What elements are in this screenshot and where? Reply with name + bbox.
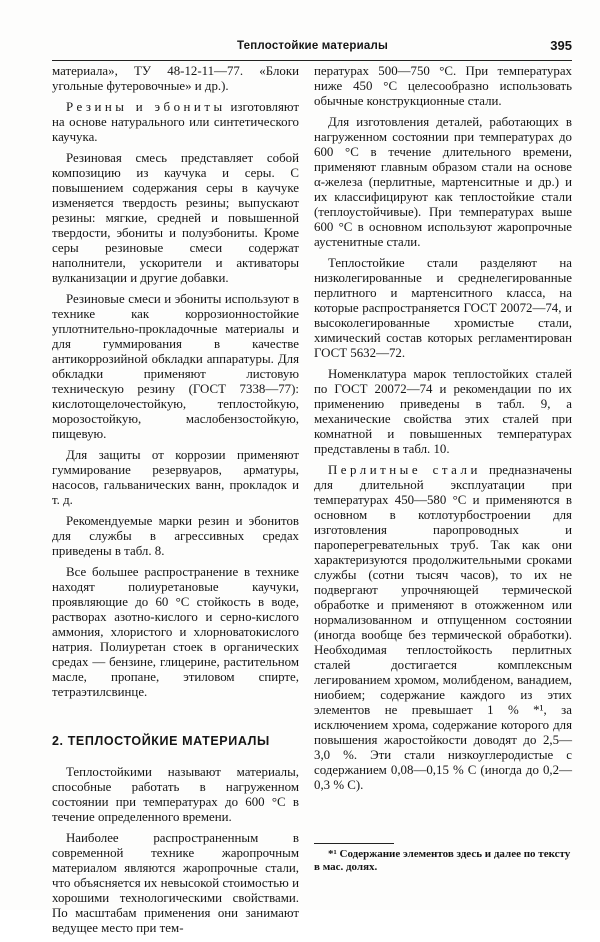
running-header bbox=[52, 38, 572, 61]
paragraph: Все большее распространение в технике находят полиуретановые каучуки, проявляющие до 60 °С стойкость в воде, растворах азотно-кислого и серно-кислого аммония, хлористого и хлорноватокислого натрия. Полиуретан стоек в органических средах — бензине, глицерине, растительном масле, пропане, этиловом спирте, тетраэтилсвинце. bbox=[52, 565, 299, 699]
paragraph: материала», ТУ 48-12-11—77. «Блоки угольные футеровочные» и др.). bbox=[52, 64, 299, 93]
left-column bbox=[52, 64, 299, 942]
paragraph bbox=[314, 463, 572, 793]
paragraph: Для изготовления деталей, работающих в нагруженном состоянии при температурах до 600 °С в течение длительного времени, применяют главным образом стали на основе α-железа (перлитные, мартенситные и др.) и их классифицируют как теплостойкие стали (теплоустойчивые). При температурах выше 600 °С в основном используют жаропрочные аустенитные стали. bbox=[314, 115, 572, 249]
paragraph bbox=[52, 100, 299, 145]
paragraph: Для защиты от коррозии применяют гуммирование резервуаров, арматуры, насосов, гальванических ванн, прокладок и т. д. bbox=[52, 448, 299, 507]
page-number: 395 bbox=[550, 38, 572, 53]
paragraph: пературах 500—750 °С. При температурах ниже 450 °С целесообразно использовать обычные конструкционные стали. bbox=[314, 64, 572, 108]
spaced-term: Резины и эбониты bbox=[66, 100, 226, 114]
running-title: Теплостойкие материалы bbox=[237, 40, 389, 52]
section-heading: 2. ТЕПЛОСТОЙКИЕ МАТЕРИАЛЫ bbox=[52, 734, 270, 748]
paragraph: Резиновая смесь представляет собой композицию из каучука и серы. С повышением содержания серы в каучуке изменяется твердость резины; выпускают резины: мягкие, средней и повышенной твердости, эбониты и полуэбониты. Кроме серы резиновые смеси содержат наполнители, ускорители и активаторы вулканизации и другие добавки. bbox=[52, 151, 299, 285]
paragraph: Номенклатура марок теплостойких сталей по ГОСТ 20072—74 и рекомендации по их применению приведены в табл. 9, а механические свойства этих сталей при комнатной и повышенных температурах представлены в табл. 10. bbox=[314, 367, 572, 456]
paragraph: Наиболее распространенным в современной технике жаропрочным материалом являются жаропрочные стали, что объясняется их невысокой стоимостью и хорошими технологическими свойствами. По масштабам применения они занимают ведущее место при тем- bbox=[52, 831, 299, 935]
paragraph: Теплостойкими называют материалы, способные работать в нагруженном состоянии при температурах до 600 °С в течение определенного времени. bbox=[52, 765, 299, 824]
footnote: *¹ Содержание элементов здесь и далее по тексту в мас. долях. bbox=[314, 848, 571, 873]
spaced-term: Перлитные стали bbox=[328, 463, 481, 477]
paragraph: Резиновые смеси и эбониты используют в технике как коррозионностойкие уплотнительно-прокладочные материалы и для гуммирования в качестве антикоррозийной обкладки аппаратуры. Для обкладки применяют листовую техническую резину (ГОСТ 7338—77): кислотощелочестойкую, теплостойкую, морозостойкую, маслобензостойкую, пищевую. bbox=[52, 292, 299, 441]
right-column bbox=[314, 64, 572, 799]
paragraph-text: изготовляют на основе натурального или синтетического каучука. bbox=[52, 100, 299, 144]
paragraph: Теплостойкие стали разделяют на низколегированные и среднелегированные перлитного и мартенситного класса, на которые распространяется ГОСТ 20072—74, и высоколегированные хромистые стали, химический состав которых регламентирован ГОСТ 5632—72. bbox=[314, 256, 572, 360]
paragraph: Рекомендуемые марки резин и эбонитов для службы в агрессивных средах приведены в табл. 8. bbox=[52, 514, 299, 558]
footnote-divider bbox=[314, 843, 394, 844]
paragraph-text: предназначены для длительной эксплуатации при температурах 450—580 °С и применяются в основном в котлотурбостроении для изготовления паропроводных и пароперегревательных труб. Так как они характеризуются продолжительными сроками службы (сотни тысяч часов), то их не подвергают упрочняющей термической обработке и применяют в отожженном или нормализованном и отпущенном состоянии (иногда вообще без термической обработки). Необходимая теплостойкость перлитных сталей достигается комплексным легированием хромом, молибденом, ванадием, ниобием; содержание каждого из этих элементов не превышает 1 % *¹, за исключением хрома, содержание которого для повышения жаростойкости доводят до 2,5—3,0 %. Эти стали низкоуглеродистые с содержанием 0,08—0,15 % С (иногда до 0,2—0,3 % С). bbox=[314, 463, 572, 792]
